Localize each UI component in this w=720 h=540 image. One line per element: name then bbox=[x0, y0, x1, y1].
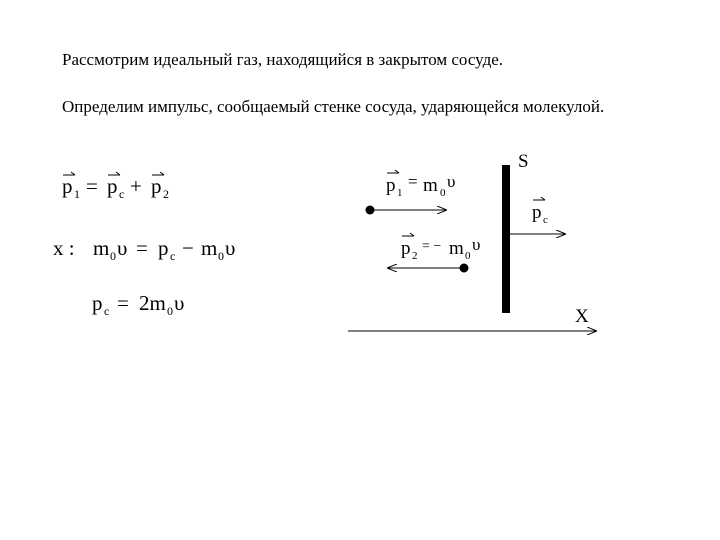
eq2-m2: m bbox=[201, 236, 218, 260]
x-axis-label: X bbox=[575, 306, 589, 327]
pc-symbol: p bbox=[532, 202, 542, 223]
eq3-v: υ bbox=[174, 291, 185, 315]
p2-v: υ bbox=[472, 235, 481, 254]
eq1-equals: = bbox=[86, 174, 98, 198]
p1-op: = bbox=[408, 172, 418, 191]
eq3-p-sub: c bbox=[104, 304, 110, 318]
equation-x-projection bbox=[53, 236, 235, 263]
eq3-equals: = bbox=[117, 291, 129, 315]
eq2-m2-sub: 0 bbox=[218, 249, 224, 263]
equation-result bbox=[92, 291, 184, 318]
eq2-minus: − bbox=[182, 236, 194, 260]
p1-sub: 1 bbox=[397, 187, 403, 199]
eq1-p2-sub: 2 bbox=[163, 187, 169, 201]
collision-diagram bbox=[348, 151, 596, 331]
equation-momentum-sum bbox=[62, 172, 169, 201]
p1-m: m bbox=[423, 175, 438, 196]
p2-op: = − bbox=[422, 239, 442, 254]
eq3-rhs-sub: 0 bbox=[167, 304, 173, 318]
pc-sub: c bbox=[543, 214, 548, 226]
eq2-p: p bbox=[158, 236, 169, 260]
wall-label: S bbox=[518, 151, 529, 172]
eq2-m-sub: 0 bbox=[110, 249, 116, 263]
eq1-p-sub: 1 bbox=[74, 187, 80, 201]
eq2-v: υ bbox=[117, 236, 128, 260]
eq3-rhs: 2m bbox=[139, 291, 166, 315]
eq2-p-sub: c bbox=[170, 249, 176, 263]
eq1-plus: + bbox=[130, 174, 142, 198]
wall bbox=[502, 165, 510, 313]
eq2-equals: = bbox=[136, 236, 148, 260]
eq2-m: m bbox=[93, 236, 110, 260]
p1-v: υ bbox=[447, 172, 456, 191]
p2-m: m bbox=[449, 238, 464, 259]
eq3-p: p bbox=[92, 291, 103, 315]
eq2-axis: x : bbox=[53, 236, 75, 260]
p1-symbol: p bbox=[386, 175, 396, 196]
eq2-v2: υ bbox=[225, 236, 236, 260]
eq1-p: p bbox=[62, 174, 73, 198]
intro-text: Рассмотрим идеальный газ, находящийся в закрытом сосуде. bbox=[62, 50, 504, 69]
task-text: Определим импульс, сообщаемый стенке сосуда, ударяющейся молекулой. bbox=[62, 97, 605, 116]
p1-m-sub: 0 bbox=[440, 187, 446, 199]
eq1-p2: p bbox=[151, 174, 162, 198]
p2-sub: 2 bbox=[412, 250, 418, 262]
p2-m-sub: 0 bbox=[465, 250, 471, 262]
eq1-pc: p bbox=[107, 174, 118, 198]
eq1-pc-sub: c bbox=[119, 187, 125, 201]
p2-symbol: p bbox=[401, 238, 411, 259]
